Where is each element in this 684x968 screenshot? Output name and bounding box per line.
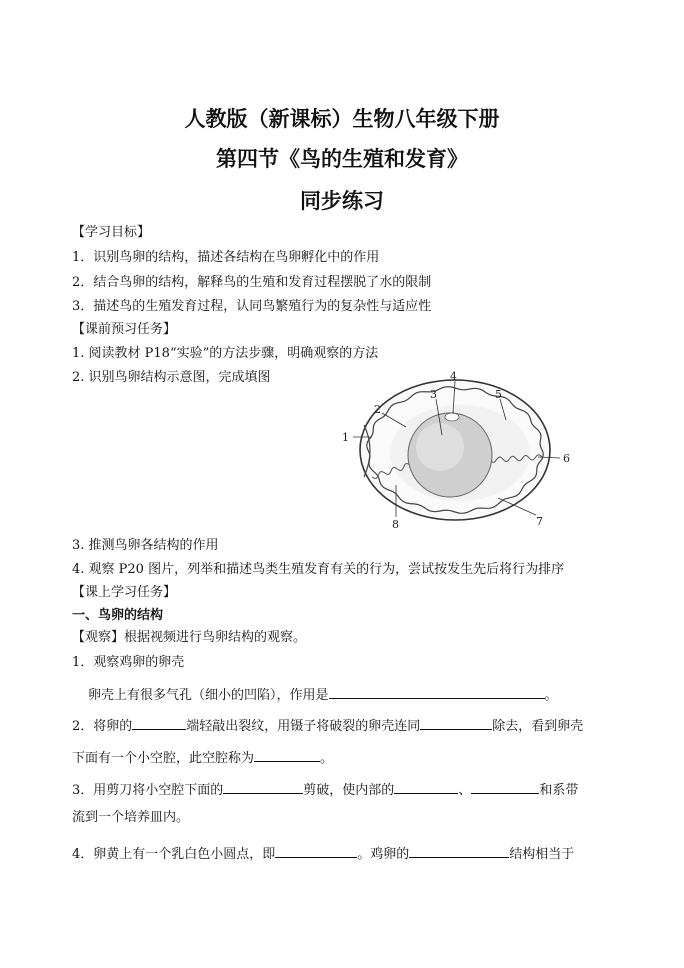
question-3-line-cont: 流到一个培养皿内。 xyxy=(72,810,190,825)
answer-blank xyxy=(420,715,492,730)
label-3: 3 xyxy=(430,388,437,401)
answer-blank xyxy=(223,779,303,794)
yolk-highlight xyxy=(416,423,464,471)
label-1: 1 xyxy=(342,431,349,444)
answer-blank xyxy=(394,779,458,794)
question-1-line xyxy=(88,684,558,705)
label-4: 4 xyxy=(450,370,457,383)
preview-item: 4. 观察 P20 图片，列举和描述鸟类生殖发育有关的行为，尝试按发生先后将行为排序 xyxy=(72,562,565,577)
preview-heading: 【课前预习任务】 xyxy=(72,322,177,337)
label-5: 5 xyxy=(495,388,502,401)
preview-item: 2. 识别鸟卵结构示意图，完成填图 xyxy=(72,370,271,385)
q3-text: 、 xyxy=(458,783,472,798)
answer-blank xyxy=(471,779,539,794)
question-3-line xyxy=(72,779,578,800)
question-4-line xyxy=(72,843,574,864)
inclass-heading: 【课上学习任务】 xyxy=(72,585,177,600)
preview-item: 1. 阅读教材 P18“实验”的方法步骤，明确观察的方法 xyxy=(72,346,379,361)
label-7: 7 xyxy=(536,515,543,528)
label-8: 8 xyxy=(392,518,399,531)
q1-text: 。 xyxy=(544,688,558,703)
preview-item: 3. 推测鸟卵各结构的作用 xyxy=(72,538,219,553)
q1-text: 卵壳上有很多气孔（细小的凹陷），作用是 xyxy=(88,688,329,703)
egg-structure-diagram xyxy=(330,365,580,535)
label-6: 6 xyxy=(563,452,570,465)
question-1-title: 1．观察鸡卵的卵壳 xyxy=(72,655,185,670)
observe-instruction: 【观察】根据视频进行鸟卵结构的观察。 xyxy=(72,630,307,645)
worksheet-title: 人教版（新课标）生物八年级下册 xyxy=(184,106,500,131)
label-2: 2 xyxy=(374,403,381,416)
question-2-line-cont xyxy=(72,747,333,768)
answer-blank xyxy=(275,843,357,858)
answer-blank xyxy=(329,684,545,699)
chapter-title: 第四节《鸟的生殖和发育》 xyxy=(216,146,468,171)
question-2-line xyxy=(72,715,583,736)
answer-blank xyxy=(254,747,320,762)
q3-text: 剪破，使内部的 xyxy=(303,783,395,798)
q4-text: 4．卵黄上有一个乳白色小圆点，即 xyxy=(72,847,276,862)
q4-text: 。鸡卵的 xyxy=(357,847,410,862)
answer-blank xyxy=(409,843,509,858)
goal-item: 1．识别鸟卵的结构，描述各结构在鸟卵孵化中的作用 xyxy=(72,250,380,265)
answer-blank xyxy=(132,715,186,730)
q2-text: 除去，看到卵壳 xyxy=(492,719,584,734)
q3-text: 和系带 xyxy=(539,783,579,798)
q2-text: 2．将卵的 xyxy=(72,719,133,734)
q4-text: 结构相当于 xyxy=(509,847,575,862)
worksheet-subtitle: 同步练习 xyxy=(300,188,384,213)
goals-heading: 【学习目标】 xyxy=(72,225,151,240)
germinal-disc xyxy=(445,413,459,421)
q2-text: 下面有一个小空腔，此空腔称为 xyxy=(72,751,255,766)
q3-text: 3．用剪刀将小空腔下面的 xyxy=(72,783,224,798)
goal-item: 2．结合鸟卵的结构，解释鸟的生殖和发育过程摆脱了水的限制 xyxy=(72,275,432,290)
goal-item: 3．描述鸟的生殖发育过程，认同鸟繁殖行为的复杂性与适应性 xyxy=(72,299,432,314)
q2-text: 。 xyxy=(320,751,334,766)
section-title: 一、鸟卵的结构 xyxy=(72,608,164,623)
q2-text: 端轻敲出裂纹，用镊子将破裂的卵壳连同 xyxy=(186,719,421,734)
